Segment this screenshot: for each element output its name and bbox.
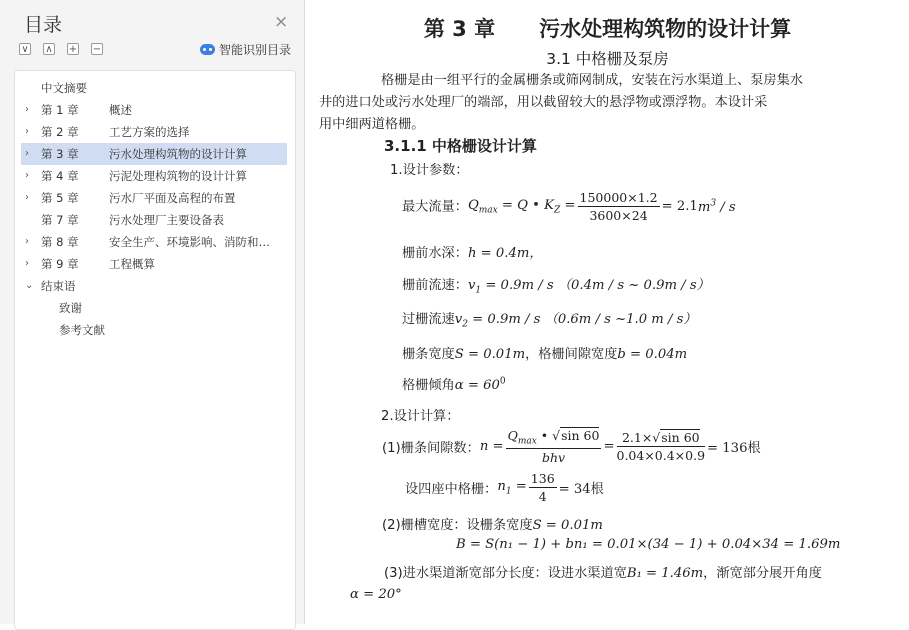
remove-heading-button[interactable]: − <box>92 44 102 55</box>
gap-count-line: (1)栅条间隙数：n = $\frac{Q_{max} • √\sin 60}{\text{bhv}}$ = $\frac{2.1\times√\sin 60}{0.04\times 0.4\times 0.9}$ = 136根 <box>382 428 761 465</box>
front-velocity-value: = 0.9m / s （0.4m / s ~ 0.9m / s） <box>481 278 710 293</box>
grid-velocity-label: 过栅流速 <box>402 312 455 327</box>
toc-item-label: 污水处理厂主要设备表 <box>109 213 224 227</box>
gap-count-label: (1)栅条间隙数： <box>382 440 480 456</box>
four-grids-fraction: $\frac{136}{4}$ <box>530 471 555 504</box>
toc-item[interactable] <box>21 231 287 253</box>
toc-item[interactable] <box>21 165 287 187</box>
toc-item[interactable] <box>21 187 287 209</box>
front-velocity-line: 栅前流速：$v_1 = 0.9m / s$ （0.4m / s ~ 0.9m / s） <box>402 278 710 296</box>
toc-list <box>14 70 296 630</box>
toc-item[interactable] <box>21 253 287 275</box>
document-page <box>306 0 909 624</box>
toc-item[interactable] <box>21 99 287 121</box>
section-heading: 3.1 中格栅及泵房 <box>546 50 669 68</box>
max-flow-line: 最大流量：$Q_{max} = Q$ • $K_Z$ = $\frac{150000\times 1.2}{3600\times 24}$ = $2.1m^3$ / s <box>402 190 736 223</box>
toc-item-chapter: 第 4 章 <box>41 169 79 183</box>
toc-sidebar <box>0 0 305 624</box>
four-grids-result: = 34根 <box>558 482 604 497</box>
toc-item-label: 工程概算 <box>109 257 155 271</box>
design-params-label: 1.设计参数： <box>390 163 469 178</box>
toc-item-label: 污水厂平面及高程的布置 <box>109 191 236 205</box>
toc-item[interactable] <box>21 121 287 143</box>
water-depth-line <box>402 242 543 261</box>
chevron-right-icon[interactable]: › <box>25 126 29 137</box>
angle-label: 格栅倾角 <box>402 378 455 393</box>
front-velocity-label: 栅前流速： <box>402 278 468 293</box>
chevron-right-icon[interactable]: › <box>25 104 29 115</box>
toc-item-chapter: 第 5 章 <box>41 191 79 205</box>
expand-all-button[interactable]: ∧ <box>43 43 55 55</box>
toc-item-label: 概述 <box>109 103 132 117</box>
subsection-heading: 3.1.1 中格栅设计计算 <box>384 137 537 155</box>
chapter-number: 第 3 章 <box>423 17 496 41</box>
chevron-right-icon[interactable]: › <box>25 170 29 181</box>
four-grids-line: 设四座中格栅：$n_1$ = $\frac{136}{4}$ = 34根 <box>405 471 604 504</box>
chevron-right-icon[interactable]: › <box>25 258 29 269</box>
toc-item-chapter: 参考文献 <box>59 323 105 337</box>
width-label: (2)栅槽宽度：设栅条宽度 <box>382 518 533 533</box>
grid-velocity-line: 过栅流速$v_2 = 0.9m / s$ （0.6m / s ~1.0 m / s） <box>402 312 697 330</box>
bar-width-label: 栅条宽度 <box>402 347 455 362</box>
toc-item[interactable] <box>21 143 287 165</box>
toc-item-chapter: 第 3 章 <box>41 147 79 161</box>
angle-value: α = 60 <box>454 378 500 393</box>
intro-paragraph <box>319 70 898 136</box>
toc-item-chapter: 第 7 章 <box>41 213 79 227</box>
gap-count-fraction-symbolic: $\frac{Q_{max} • √\sin 60}{\text{bhv}}$ <box>507 428 600 465</box>
toc-item-chapter: 结束语 <box>41 279 76 293</box>
toc-item-chapter: 第 2 章 <box>41 125 79 139</box>
four-grids-label: 设四座中格栅： <box>405 482 498 497</box>
smart-toc-button[interactable] <box>200 41 291 58</box>
grid-velocity-value: = 0.9m / s （0.6m / s ~1.0 m / s） <box>467 312 697 327</box>
toc-item[interactable] <box>21 275 287 297</box>
chapter-heading <box>306 13 909 43</box>
gap-count-result: = 136根 <box>707 440 761 456</box>
paragraph-line: 用中细两道格栅。 <box>319 117 425 132</box>
smart-toc-icon <box>200 44 215 55</box>
paragraph-line: 井的进口处或污水处理厂的端部，用以截留较大的悬浮物或漂浮物。本设计采 <box>319 95 768 110</box>
toc-item-label: 安全生产、环境影响、消防和… <box>109 235 270 249</box>
max-flow-result: 2.1 <box>676 199 698 214</box>
chevron-down-icon[interactable]: ⌄ <box>25 280 34 291</box>
paragraph-line: 格栅是由一组平行的金属栅条或筛网制成，安装在污水渠道上、泵房集水 <box>381 73 803 88</box>
toc-item-chapter: 第 9 章 <box>41 257 79 271</box>
width-formula: B = S(n₁ − 1) + bn₁ = 0.01×(34 − 1) + 0.04×34 = 1.69m <box>456 537 841 552</box>
water-depth-label: 栅前水深： <box>402 246 468 261</box>
bar-width-line <box>402 343 687 362</box>
toc-item-chapter: 第 8 章 <box>41 235 79 249</box>
chevron-right-icon[interactable]: › <box>25 148 29 159</box>
toc-item-chapter: 第 1 章 <box>41 103 79 117</box>
smart-toc-label: 智能识别目录 <box>219 43 292 57</box>
width-line <box>382 514 603 533</box>
chevron-right-icon[interactable]: › <box>25 236 29 247</box>
toc-item-label: 污泥处理构筑物的设计计算 <box>109 169 247 183</box>
toc-item[interactable] <box>21 297 287 319</box>
toc-item-chapter: 致谢 <box>59 301 82 315</box>
max-flow-fraction: $\frac{150000\times 1.2}{3600\times 24}$ <box>579 190 658 223</box>
toc-item[interactable] <box>21 209 287 231</box>
width-value: S = 0.01m <box>532 518 603 533</box>
toc-item-label: 工艺方案的选择 <box>109 125 190 139</box>
inlet-rest: ，渐宽部分展开角度 <box>703 566 822 581</box>
water-depth-value: h = 0.4m， <box>467 246 543 261</box>
toc-item-label: 污水处理构筑物的设计计算 <box>109 147 247 161</box>
bar-gap-value: b = 0.04m <box>617 347 688 362</box>
collapse-all-button[interactable]: ∨ <box>19 43 31 55</box>
chapter-title: 污水处理构筑物的设计计算 <box>539 17 792 41</box>
add-heading-button[interactable]: + <box>68 44 78 55</box>
gap-count-fraction-numeric: $\frac{2.1\times√\sin 60}{0.04\times 0.4\times 0.9}$ <box>616 429 706 463</box>
toc-item[interactable] <box>21 319 287 341</box>
bar-gap-label: ，格栅间隙宽度 <box>525 347 618 362</box>
inlet-line <box>384 562 822 581</box>
inlet-value: B₁ = 1.46m <box>626 566 704 581</box>
calc-label: 2.设计计算： <box>381 409 460 424</box>
inlet-angle: α = 20° <box>350 587 402 602</box>
sidebar-title: 目录 <box>24 14 63 36</box>
bar-width-value: S = 0.01m <box>454 347 526 362</box>
angle-line: 格栅倾角$\alpha = 60^0$ <box>402 376 506 393</box>
inlet-label: (3)进水渠道渐宽部分长度：设进水渠道宽 <box>384 566 627 581</box>
toc-item[interactable] <box>21 77 287 99</box>
close-icon[interactable]: × <box>274 12 289 32</box>
max-flow-label: 最大流量： <box>402 199 468 215</box>
toc-item-chapter: 中文摘要 <box>41 81 87 95</box>
chevron-right-icon[interactable]: › <box>25 192 29 203</box>
